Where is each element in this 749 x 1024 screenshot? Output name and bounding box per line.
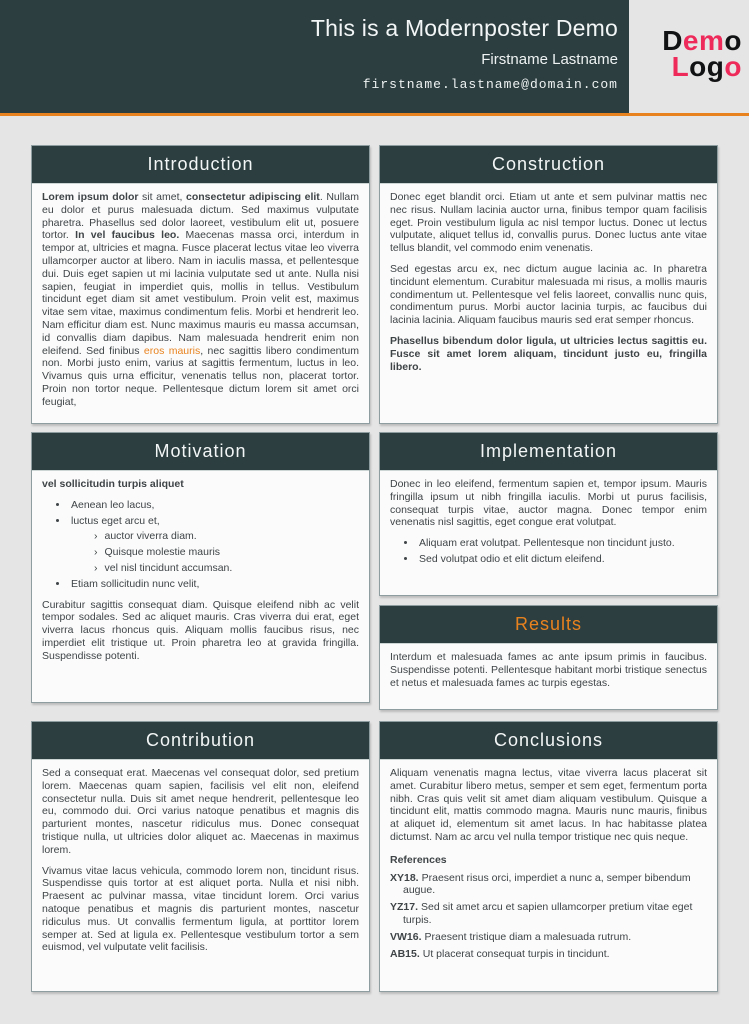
poster-content [31,145,718,992]
section-results [379,605,718,710]
reference-text: Praesent risus orci, imperdiet a nunc a, semper bibendum augue. [403,871,691,897]
paragraph: Sed egestas arcu ex, nec dictum augue lacinia ac. In pharetra tincidunt elementum. Curabitur malesuada mi risus, a mollis mauris condimentum ut. Pellentesque vel felis laoreet, convallis nunc quis, condimentum purus. Morbi auctor lacinia turpis, ac faucibus dui lacinia lacinia. Aliquam faucibus mauris sed erat semper rhoncus. [390,262,707,327]
list-item: • Sed volutpat odio et elit dictum eleifend. [417,553,707,566]
section-title: Results [514,614,583,634]
section-introduction-header [32,146,369,184]
section-implementation [379,432,718,596]
reference-entry [390,948,707,961]
list-item: • Etiam sollicitudin nunc velit, [69,578,359,591]
section-title: Introduction [147,154,254,174]
logo-line-2: Logo [671,50,742,82]
sub-bullet-list [71,530,359,574]
paragraph: Aliquam venenatis magna lectus, vitae viverra lacus placerat sit amet. Curabitur libero metus, semper et sem eget, fermentum porta nibh. Cras quis velit sit amet diam aliquam vestibulum. Quisque a tincidunt elit, mattis commodo magna. Mauris nunc mauris, finibus at aliquet id, elementum sit amet lacus. In hac habitasse platea dictumst. Nam ac arcu vel nulla tempor tristique nec quis neque. [390,767,707,843]
section-construction-header [380,146,717,184]
paragraph: Vivamus vitae lacus vehicula, commodo lorem non, tincidunt risus. Suspendisse quis tortor at est aliquet porta. Nulla et nisi nibh. Praesent ac pulvinar massa, vitae tincidunt lorem. Orci varius natoque penatibus et magnis dis parturient montes, nascetur ridiculus mus. Ut convallis fermentum ligula, at porttitor lorem semper at. Sed at ligula ex. Pellentesque vestibulum tortor a sem euismod, vel vulputate velit facilisis. [42,864,359,954]
list-item-text: luctus eget arcu et, [71,514,160,527]
section-introduction-body [32,184,369,416]
list-item: • Aliquam erat volutpat. Pellentesque non tincidunt justo. [417,537,707,550]
sub-list-item-text: Quisque molestie mauris [104,546,221,559]
section-construction-body [380,184,717,380]
reference-label: AB15. [390,947,420,960]
section-title: Motivation [154,441,247,461]
paragraph: Donec in leo eleifend, fermentum sapien et, tempor ipsum. Mauris fringilla ipsum ut nibh fringilla iaculis. Morbi ut purus facilisis, consequat turpis vitae, auctor magna. Donec tempor enim venenatis nisl sagittis, eget congue erat volutpat. [390,478,707,529]
chevron-right-icon: › [94,530,98,543]
demo-logo [629,0,749,113]
section-conclusions-header [380,722,717,760]
section-contribution-body [32,760,369,961]
section-conclusions-body [380,760,717,971]
poster-title: This is a Modernposter Demo [310,15,618,41]
right-column [379,145,718,992]
section-implementation-body [380,471,717,581]
section-title: Construction [491,154,606,174]
references-heading: References [390,853,447,866]
paragraph: Sed a consequat erat. Maecenas vel consequat dolor, sed pretium lorem. Maecenas quam sapien, facilisis vel elit non, eleifend consectetur nulla. Duis sit amet neque hendrerit, pellentesque leo eu, commodo dui. Orci varius natoque penatibus et magnis dis parturient montes, nascetur ridiculus mus. Donec consequat tristique nulla, ut ultricies dolor aliquet ac. Maecenas in maximus lorem. [42,767,359,856]
header-accent-rule [0,113,749,116]
paragraph: Lorem ipsum dolor sit amet, consectetur adipiscing elit. Nullam eu dolor et purus malesuada dictum. Sed maximus vulputate pharetra. Phasellus sed dolor laoreet, vestibulum elit ut, posuere tortor. In vel faucibus leo. Maecenas massa orci, interdum in tempor at, ultricies et magna. Fusce placerat lectus vitae leo viverra ullamcorper auctor at libero. Nam in iaculis massa, et pellentesque dui. Duis eget sapien ut mi lacinia vulputate sed ut ante. Nulla nisi sapien, feugiat in imperdiet quis, mollis in tellus. Vestibulum tincidunt eget diam sit amet vestibulum. Proin velit est, maximus vitae sem vitae, maximus condimentum felis. Morbi et hendrerit leo. Nam efficitur diam est. Nunc maximus mauris eu massa accumsan, id convallis diam dapibus. Nam malesuada hendrerit enim non eleifend. Sed finibus eros mauris, nec sagittis libero condimentum non. Morbi justo enim, varius at sagittis fermentum, luctus in leo. Vivamus quis urna efficitur, venenatis tellus non, placerat tortor. Proin non tortor neque. Pellentesque dictum lorem sit amet orci feugiat, [42,191,359,408]
logo-line-1: Demo [662,24,742,56]
list-item: • Aenean leo lacus, [69,499,359,512]
reference-text: Ut placerat consequat turpis in tincidunt. [422,947,610,960]
sub-list-item [94,546,359,559]
chevron-right-icon: › [94,546,98,559]
section-title: Conclusions [493,730,604,750]
section-contribution [31,721,370,992]
section-results-body [380,644,717,696]
reference-label: XY18. [390,871,419,884]
header-banner [0,0,629,113]
sub-list-item-text: vel nisl tincidunt accumsan. [104,561,233,574]
reference-entry [390,901,707,927]
sub-list-item-text: auctor viverra diam. [104,530,197,543]
paragraph: Phasellus bibendum dolor ligula, ut ultricies lectus sagittis eu. Fusce sit amet lorem aliquam, tincidunt justo eu, fringilla libero. [390,334,707,373]
section-contribution-header [32,722,369,760]
section-title: Implementation [479,441,618,461]
bullet-list [42,499,359,591]
chevron-right-icon: › [94,561,98,574]
reference-text: Praesent tristique diam a malesuada rutrum. [424,930,632,943]
lead-text: vel sollicitudin turpis aliquet [42,478,184,490]
section-motivation-header [32,433,369,471]
section-motivation [31,432,370,703]
paragraph: Curabitur sagittis consequat diam. Quisque eleifend nibh ac velit tempor sodales. Sed ac aliquet mauris. Cras viverra dui erat, eget viverra lacus rhoncus quis. Aliquam mollis faucibus risus, nec imperdiet elit tristique ut. Proin pharetra leo at gravida fringilla. Suspendisse potenti. [42,598,359,662]
section-implementation-header [380,433,717,471]
reference-label: VW16. [390,930,422,943]
bullet-list [390,537,707,566]
section-construction [379,145,718,424]
section-introduction [31,145,370,424]
sub-list-item [94,530,359,543]
sub-list-item [94,562,359,575]
section-conclusions [379,721,718,992]
reference-label: YZ17. [390,901,419,914]
author-name: Firstname Lastname [481,51,618,68]
section-motivation-body [32,471,369,670]
left-column [31,145,370,992]
list-item [69,515,359,575]
author-email: firstname.lastname@domain.com [362,77,618,92]
paragraph: Donec eget blandit orci. Etiam ut ante et sem pulvinar mattis nec nec risus. Nullam lacinia auctor urna, finibus tempor quam facilisis eget. Proin vestibulum ligula ac nisl tempor luctus. Donec ut lectus vulputate, aliquet tellus id, convallis purus. Donec luctus ante vitae tellus blandit, vel commodo enim venenatis. [390,191,707,255]
paragraph: Interdum et malesuada fames ac ante ipsum primis in faucibus. Suspendisse potenti. Pellentesque habitant morbi tristique senectus et netus et malesuada fames ac turpis egestas. [390,651,707,689]
reference-entry [390,872,707,898]
reference-text: Sed sit amet arcu et sapien ullamcorper pretium vitae eget turpis. [403,901,693,926]
section-results-header [380,606,717,644]
section-title: Contribution [145,730,256,750]
reference-entry [390,931,707,944]
